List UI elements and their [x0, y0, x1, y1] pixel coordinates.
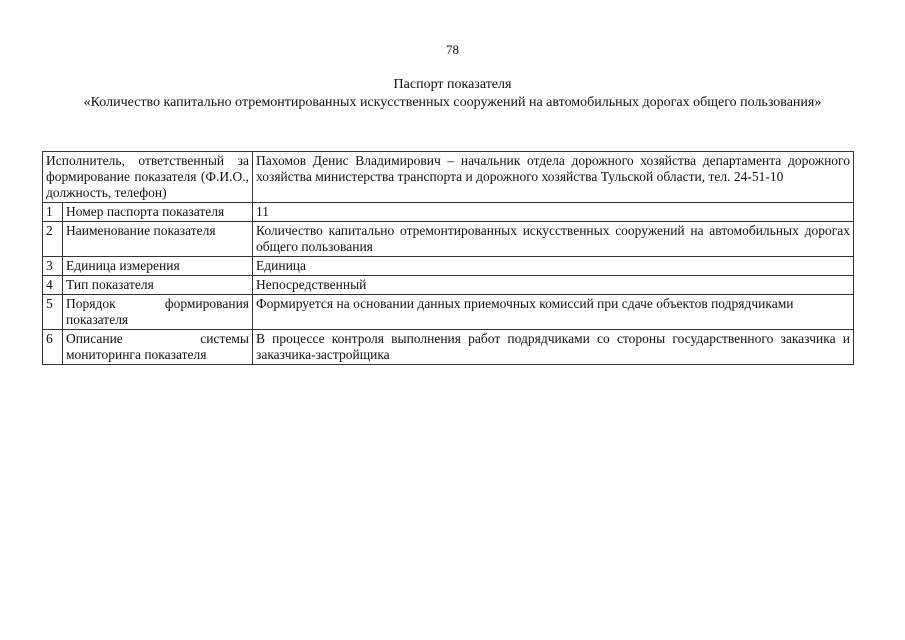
row-number-cell: 5	[43, 295, 63, 330]
table-row	[43, 257, 854, 276]
row-label-cell: Единица измерения	[63, 257, 253, 276]
table-row	[43, 295, 854, 330]
row-number-cell: 3	[43, 257, 63, 276]
passport-table	[42, 151, 854, 365]
row-label-cell: Порядок формирования показателя	[63, 295, 253, 330]
row-value-cell: Непосредственный	[253, 276, 854, 295]
row-label-cell: Описание системы мониторинга показателя	[63, 330, 253, 365]
row-number-cell: 4	[43, 276, 63, 295]
executor-label-cell: Исполнитель, ответственный за формирование показателя (Ф.И.О., должность, телефон)	[43, 152, 253, 203]
row-number-cell: 6	[43, 330, 63, 365]
executor-value-cell: Пахомов Денис Владимирович – начальник отдела дорожного хозяйства департамента дорожного хозяйства министерства транспорта и дорожного хозяйства Тульской области, тел. 24-51-10	[253, 152, 854, 203]
table-row	[43, 330, 854, 365]
document-title: Паспорт показателя	[393, 77, 512, 92]
row-value-cell: Единица	[253, 257, 854, 276]
row-value-cell: 11	[253, 203, 854, 222]
table-row	[43, 203, 854, 222]
document-subtitle: «Количество капитально отремонтированных искусственных сооружений на автомобильных дорогах общего пользования»	[83, 95, 822, 110]
table-row-executor	[43, 152, 854, 203]
page-number: 78	[446, 42, 459, 57]
row-label-cell: Наименование показателя	[63, 222, 253, 257]
row-value-cell: В процессе контроля выполнения работ подрядчиками со стороны государственного заказчика и заказчика-застройщика	[253, 330, 854, 365]
row-value-cell: Количество капитально отремонтированных искусственных сооружений на автомобильных дорогах общего пользования	[253, 222, 854, 257]
row-label-cell: Номер паспорта показателя	[63, 203, 253, 222]
table-row	[43, 222, 854, 257]
row-label-cell: Тип показателя	[63, 276, 253, 295]
row-number-cell: 2	[43, 222, 63, 257]
table-row	[43, 276, 854, 295]
row-number-cell: 1	[43, 203, 63, 222]
row-value-cell: Формируется на основании данных приемочных комиссий при сдаче объектов подрядчиками	[253, 295, 854, 330]
